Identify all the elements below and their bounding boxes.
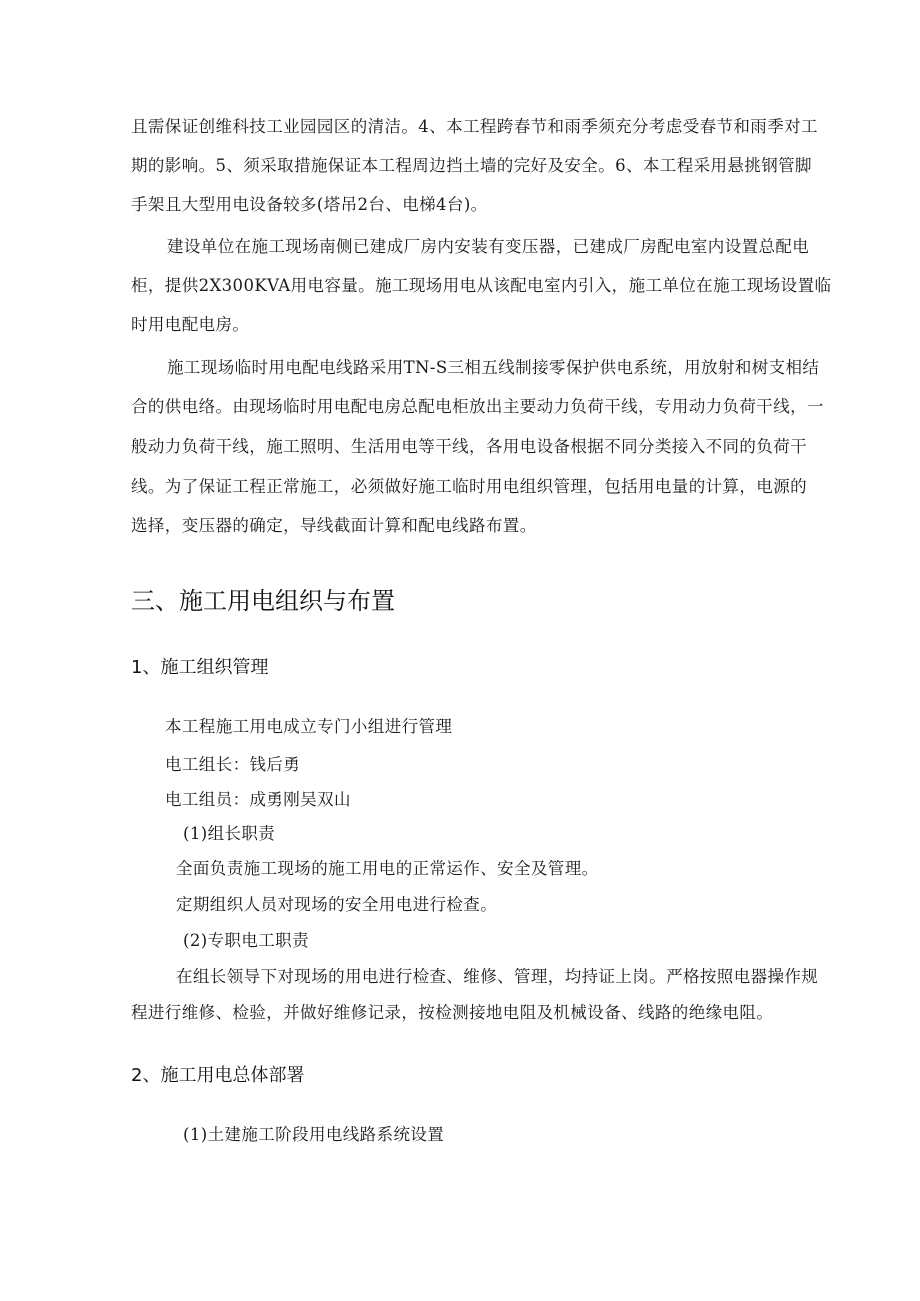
subsection-1-line-8: 在组长领导下对现场的用电进行检查、维修、管理，均持证上岗。严格按照电器操作规 xyxy=(176,967,819,986)
paragraph-3-line-4: 线。为了保证工程正常施工，必须做好施工临时用电组织管理，包括用电量的计算，电源的 xyxy=(131,477,807,496)
subsection-1-line-9: 程进行维修、检验，并做好维修记录，按检测接地电阻及机械设备、线路的绝缘电阻。 xyxy=(131,1003,774,1022)
paragraph-3-line-1: 施工现场临时用电配电线路采用TN-S三相五线制接零保护供电系统，用放射和树支相结 xyxy=(167,358,820,377)
paragraph-3-line-5: 选择，变压器的确定，导线截面计算和配电线路布置。 xyxy=(131,516,537,535)
subsection-1-line-1: 本工程施工用电成立专门小组进行管理 xyxy=(165,717,453,736)
subsection-1-line-2: 电工组长：钱后勇 xyxy=(165,755,301,774)
paragraph-2-line-2: 柜，提供2X300KVA用电容量。施工现场用电从该配电室内引入，施工单位在施工现场设置临 xyxy=(131,276,832,295)
subsection-1-line-6: 定期组织人员对现场的安全用电进行检查。 xyxy=(176,895,498,914)
paragraph-1-line-3: 手架且大型用电设备较多(塔吊2台、电梯4台)。 xyxy=(131,195,488,214)
subsection-2-line-1: (1)土建施工阶段用电线路系统设置 xyxy=(183,1125,445,1144)
subsection-2-heading: 2、施工用电总体部署 xyxy=(131,1065,305,1086)
paragraph-3-line-2: 合的供电络。由现场临时用电配电房总配电柜放出主要动力负荷干线，专用动力负荷干线，一 xyxy=(131,397,824,416)
subsection-1-heading: 1、施工组织管理 xyxy=(131,657,269,678)
subsection-1-line-3: 电工组员：成勇刚吴双山 xyxy=(165,790,351,809)
paragraph-3-line-3: 般动力负荷干线，施工照明、生活用电等干线，各用电设备根据不同分类接入不同的负荷干 xyxy=(131,437,807,456)
subsection-1-line-4: (1)组长职责 xyxy=(183,824,276,843)
subsection-1-line-7: (2)专职电工职责 xyxy=(183,931,309,950)
section-3-heading: 三、施工用电组织与布置 xyxy=(131,587,395,615)
paragraph-1-line-2: 期的影响。5、须采取措施保证本工程周边挡土墙的完好及安全。6、本工程采用悬挑钢管脚 xyxy=(131,156,812,175)
subsection-1-line-5: 全面负责施工现场的施工用电的正常运作、安全及管理。 xyxy=(176,859,599,878)
paragraph-1-line-1: 且需保证创维科技工业园园区的清洁。4、本工程跨春节和雨季须充分考虑受春节和雨季对工 xyxy=(131,117,818,136)
paragraph-2-line-1: 建设单位在施工现场南侧已建成厂房内安装有变压器，已建成厂房配电室内设置总配电 xyxy=(167,237,810,256)
paragraph-2-line-3: 时用电配电房。 xyxy=(131,315,250,334)
